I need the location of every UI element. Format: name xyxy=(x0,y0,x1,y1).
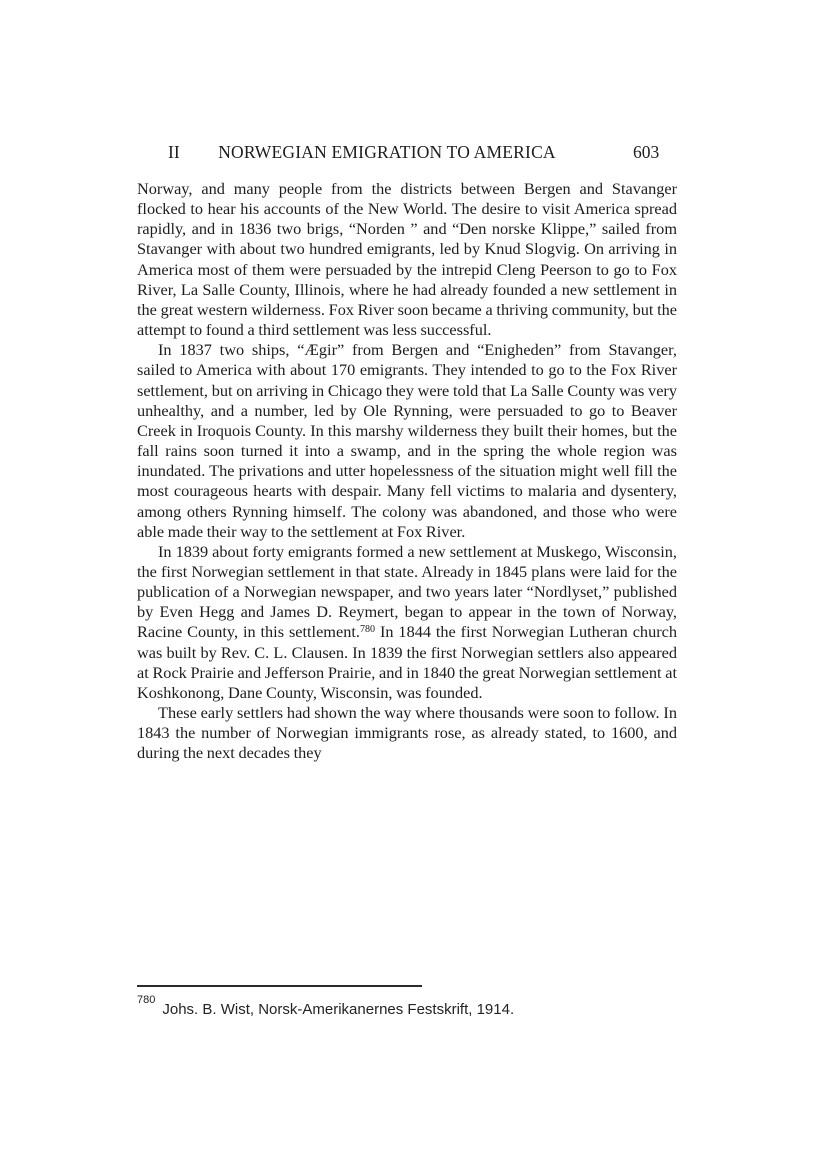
running-header xyxy=(0,142,820,164)
footnote-text: Johs. B. Wist, Norsk-Amerikanernes Festskrift, 1914. xyxy=(162,1001,515,1018)
body-paragraph: In 1837 two ships, “Ægir” from Bergen and “Enigheden” from Stavanger, sailed to America with about 170 emigrants. They intended to go to the Fox River settlement, but on arriving in Chicago they were told that La Salle County was very unhealthy, and a number, led by Ole Rynning, were persuaded to go to Beaver Creek in Iroquois County. In this marshy wilderness they built their homes, but the fall rains soon turned it into a swamp, and in the spring the whole region was inundated. The privations and utter hopelessness of the situation might well fill the most courageous hearts with despair. Many fell victims to malaria and dysentery, among others Rynning himself. The colony was abandoned, and those who were able made their way to the settlement at Fox River. xyxy=(137,340,677,541)
body-paragraph: These early settlers had shown the way where thousands were soon to follow. In 1843 the number of Norwegian immigrants rose, as already stated, to 1600, and during the next decades they xyxy=(137,703,677,763)
footnote-divider xyxy=(137,985,422,987)
body-paragraph: Norway, and many people from the districts between Bergen and Stavanger flocked to hear his accounts of the New World. The desire to visit America spread rapidly, and in 1836 two brigs, “Norden ” and “Den norske Klippe,” sailed from Stavanger with about two hundred emigrants, led by Knud Slogvig. On arriving in America most of them were persuaded by the intrepid Cleng Peerson to go to Fox River, La Salle County, Illinois, where he had already founded a new settlement in the great western wilderness. Fox River soon became a thriving community, but the attempt to found a third settlement was less successful. xyxy=(137,179,677,340)
footnote-reference: 780 xyxy=(359,623,376,635)
body-text xyxy=(137,179,677,764)
page-title: NORWEGIAN EMIGRATION TO AMERICA xyxy=(218,142,556,162)
page-number: 603 xyxy=(633,142,660,162)
footnote xyxy=(137,994,677,1018)
section-numeral: II xyxy=(168,142,180,162)
body-paragraph: In 1839 about forty emigrants formed a new settlement at Muskego, Wisconsin, the first Norwegian settlement in that state. Already in 1845 plans were laid for the publication of a Norwegian newspaper, and two years later “Nordlyset,” published by Even Hegg and James D. Reymert, began to appear in the town of Norway, Racine County, in this settlement.$^{780}$ In 1844 the first Norwegian Lutheran church was built by Rev. C. L. Clausen. In 1839 the first Norwegian settlers also appeared at Rock Prairie and Jefferson Prairie, and in 1840 the great Norwegian settlement at Koshkonong, Dane County, Wisconsin, was founded. xyxy=(137,541,678,702)
footnote-marker: 780 xyxy=(137,994,156,1006)
